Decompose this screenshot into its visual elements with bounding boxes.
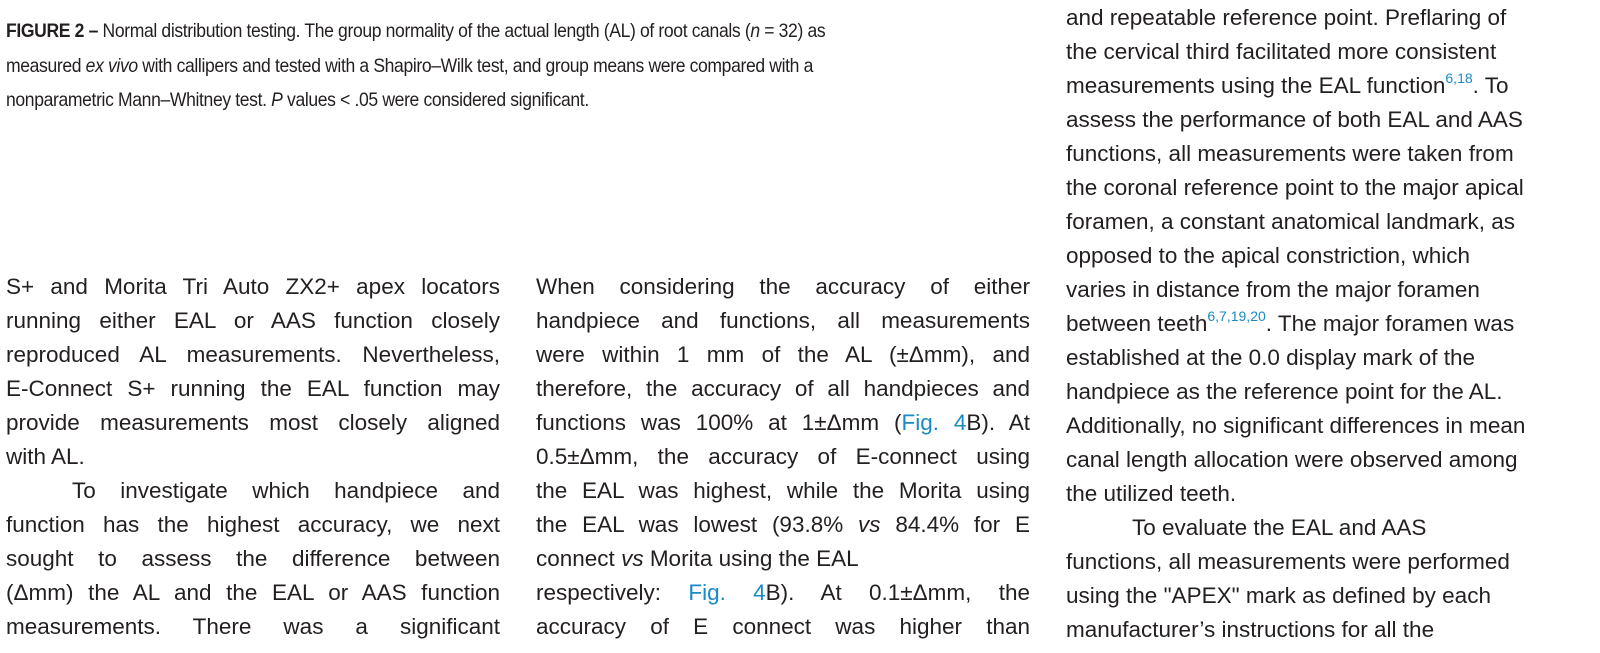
text-line: 0.5±Δmm, the accuracy of E-connect using bbox=[536, 444, 1030, 469]
text-line: handpiece as the reference point for the AL. bbox=[1066, 379, 1503, 404]
text-line: respectively: Fig. 4B). At 0.1±Δmm, the bbox=[536, 580, 1030, 605]
text-line: opposed to the apical constriction, which bbox=[1066, 243, 1470, 268]
text-line: foramen, a constant anatomical landmark, as bbox=[1066, 209, 1515, 234]
text-line: accuracy of E connect was higher than bbox=[536, 614, 1030, 639]
text-line: reproduced AL measurements. Nevertheless, bbox=[6, 342, 500, 367]
text-line: the coronal reference point to the major apical bbox=[1066, 175, 1524, 200]
caption-line-3: nonparametric Mann–Whitney test. P values < .05 were considered significant. bbox=[6, 89, 589, 111]
text-line: function has the highest accuracy, we next bbox=[6, 512, 500, 537]
citation-link[interactable]: 6,7,19,20 bbox=[1207, 308, 1266, 324]
text-line: the cervical third facilitated more consistent bbox=[1066, 39, 1497, 64]
text-line: the utilized teeth. bbox=[1066, 481, 1237, 506]
text-line: established at the 0.0 display mark of the bbox=[1066, 345, 1475, 370]
text-line: When considering the accuracy of either bbox=[536, 274, 1030, 299]
text-line: To evaluate the EAL and AAS bbox=[1132, 515, 1427, 540]
text-column-1 bbox=[6, 270, 500, 644]
text-line: provide measurements most closely aligned bbox=[6, 410, 500, 435]
text-line: connect vs Morita using the EAL bbox=[536, 546, 859, 571]
figure-link[interactable]: Fig. 4 bbox=[688, 580, 766, 605]
text-line: (Δmm) the AL and the EAL or AAS function bbox=[6, 580, 500, 605]
text-line: sought to assess the difference between bbox=[6, 546, 500, 571]
figure-link[interactable]: Fig. 4 bbox=[901, 410, 967, 435]
text-line: the EAL was highest, while the Morita using bbox=[536, 478, 1030, 503]
text-line: assess the performance of both EAL and AAS bbox=[1066, 107, 1523, 132]
text-column-3 bbox=[1066, 1, 1556, 647]
text-line: functions, all measurements were performed bbox=[1066, 549, 1510, 574]
text-line: with AL. bbox=[6, 444, 85, 469]
text-line: Additionally, no significant differences in mean bbox=[1066, 413, 1526, 438]
text-line: E-Connect S+ running the EAL function may bbox=[6, 376, 500, 401]
text-line: the EAL was lowest (93.8% vs 84.4% for E bbox=[536, 512, 1030, 537]
text-line: varies in distance from the major foramen bbox=[1066, 277, 1480, 302]
text-line: were within 1 mm of the AL (±Δmm), and bbox=[536, 342, 1030, 367]
caption-line-1: FIGURE 2 – Normal distribution testing. The group normality of the actual length (AL) of root canals (n = 32) as bbox=[6, 20, 826, 42]
text-line: manufacturer’s instructions for all the bbox=[1066, 617, 1435, 642]
text-line: measurements. There was a significant bbox=[6, 614, 500, 639]
text-line: canal length allocation were observed among bbox=[1066, 447, 1518, 472]
text-line: functions, all measurements were taken from bbox=[1066, 141, 1514, 166]
text-column-2 bbox=[536, 270, 1030, 644]
figure-caption bbox=[6, 14, 1032, 118]
text-line: measurements using the EAL function$^{6,18}$. To bbox=[1066, 70, 1509, 98]
text-line: To investigate which handpiece and bbox=[72, 478, 500, 503]
text-line: S+ and Morita Tri Auto ZX2+ apex locators bbox=[6, 274, 500, 299]
text-line: using the "APEX" mark as defined by each bbox=[1066, 583, 1491, 608]
text-line: and repeatable reference point. Preflaring of bbox=[1066, 5, 1507, 30]
text-line: therefore, the accuracy of all handpieces and bbox=[536, 376, 1030, 401]
text-line: running either EAL or AAS function closely bbox=[6, 308, 500, 333]
figure-label: FIGURE 2 – bbox=[6, 20, 98, 42]
text-line: functions was 100% at 1±Δmm (Fig. 4B). At bbox=[536, 410, 1030, 435]
caption-line-2: measured ex vivo with callipers and tested with a Shapiro–Wilk test, and group means were compared with a bbox=[6, 54, 813, 77]
citation-link[interactable]: 6,18 bbox=[1445, 70, 1473, 86]
text-line: handpiece and functions, all measurements bbox=[536, 308, 1030, 333]
text-line: between teeth$^{6,7,19,20}$. The major foramen was bbox=[1066, 308, 1515, 336]
